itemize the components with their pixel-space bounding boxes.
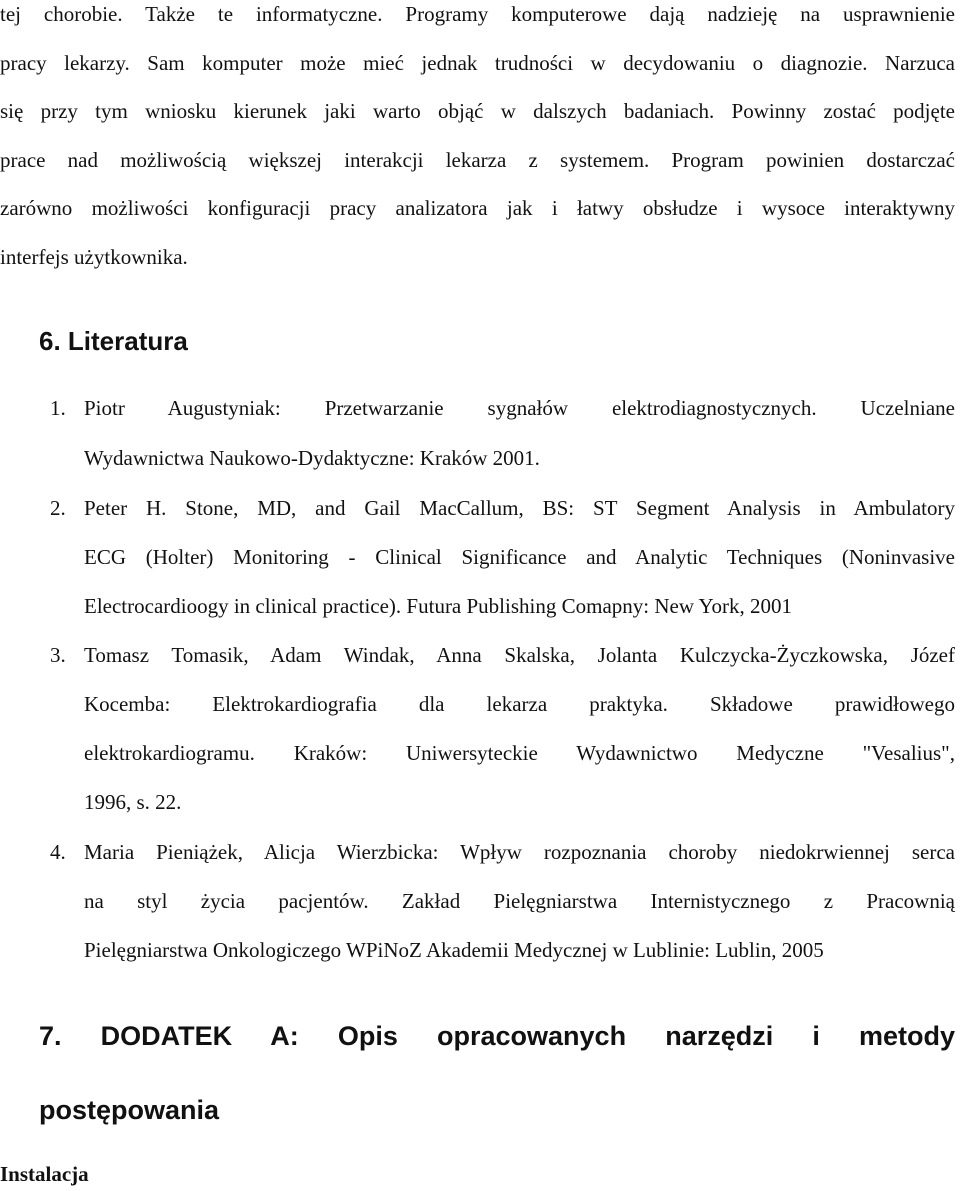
- section-heading-dodatek-cont: postępowania: [39, 1095, 220, 1125]
- reference-line: Pielęgniarstwa Onkologiczego WPiNoZ Akademii Medycznej w Lublinie: Lublin, 2005: [84, 938, 824, 962]
- section-heading-literatura: 6. Literatura: [39, 326, 188, 356]
- reference-number: 4.: [50, 840, 66, 864]
- paragraph-line: interfejs użytkownika.: [0, 245, 188, 269]
- paragraph-line: się przy tym wniosku kierunek jaki warto objąć w dalszych badaniach. Powinny zostać podjęte: [0, 99, 955, 123]
- paragraph-line: pracy lekarzy. Sam komputer może mieć jednak trudności w decydowaniu o diagnozie. Narzuca: [0, 51, 955, 75]
- paragraph-line: prace nad możliwością większej interakcji lekarza z systemem. Program powinien dostarczać: [0, 148, 955, 172]
- reference-line: Tomasz Tomasik, Adam Windak, Anna Skalska, Jolanta Kulczycka-Życzkowska, Józef: [84, 643, 955, 667]
- reference-number: 1.: [50, 396, 66, 420]
- reference-line: elektrokardiogramu. Kraków: Uniwersyteckie Wydawnictwo Medyczne "Vesalius",: [84, 741, 955, 765]
- reference-line: Kocemba: Elektrokardiografia dla lekarza praktyka. Składowe prawidłowego: [84, 692, 955, 716]
- reference-line: Electrocardioogy in clinical practice). Futura Publishing Comapny: New York, 2001: [84, 594, 793, 618]
- reference-number: 3.: [50, 643, 66, 667]
- reference-line: ECG (Holter) Monitoring - Clinical Significance and Analytic Techniques (Noninvasive: [84, 545, 955, 569]
- reference-line: Wydawnictwa Naukowo-Dydaktyczne: Kraków 2001.: [84, 446, 540, 470]
- paragraph-line: zarówno możliwości konfiguracji pracy analizatora jak i łatwy obsłudze i wysoce interaktywny: [0, 196, 955, 220]
- reference-line: Maria Pieniążek, Alicja Wierzbicka: Wpływ rozpoznania choroby niedokrwiennej serca: [84, 840, 955, 864]
- reference-line: na styl życia pacjentów. Zakład Pielęgniarstwa Internistycznego z Pracownią: [84, 889, 955, 913]
- subheading-instalacja: Instalacja: [0, 1162, 89, 1186]
- reference-line: Peter H. Stone, MD, and Gail MacCallum, BS: ST Segment Analysis in Ambulatory: [84, 496, 955, 520]
- reference-number: 2.: [50, 496, 66, 520]
- reference-line: Piotr Augustyniak: Przetwarzanie sygnałów elektrodiagnostycznych. Uczelniane: [84, 396, 955, 420]
- section-heading-dodatek: 7. DODATEK A: Opis opracowanych narzędzi i metody: [39, 1021, 955, 1051]
- reference-line: 1996, s. 22.: [84, 790, 182, 814]
- paragraph-line: tej chorobie. Także te informatyczne. Programy komputerowe dają nadzieję na usprawnienie: [0, 2, 955, 26]
